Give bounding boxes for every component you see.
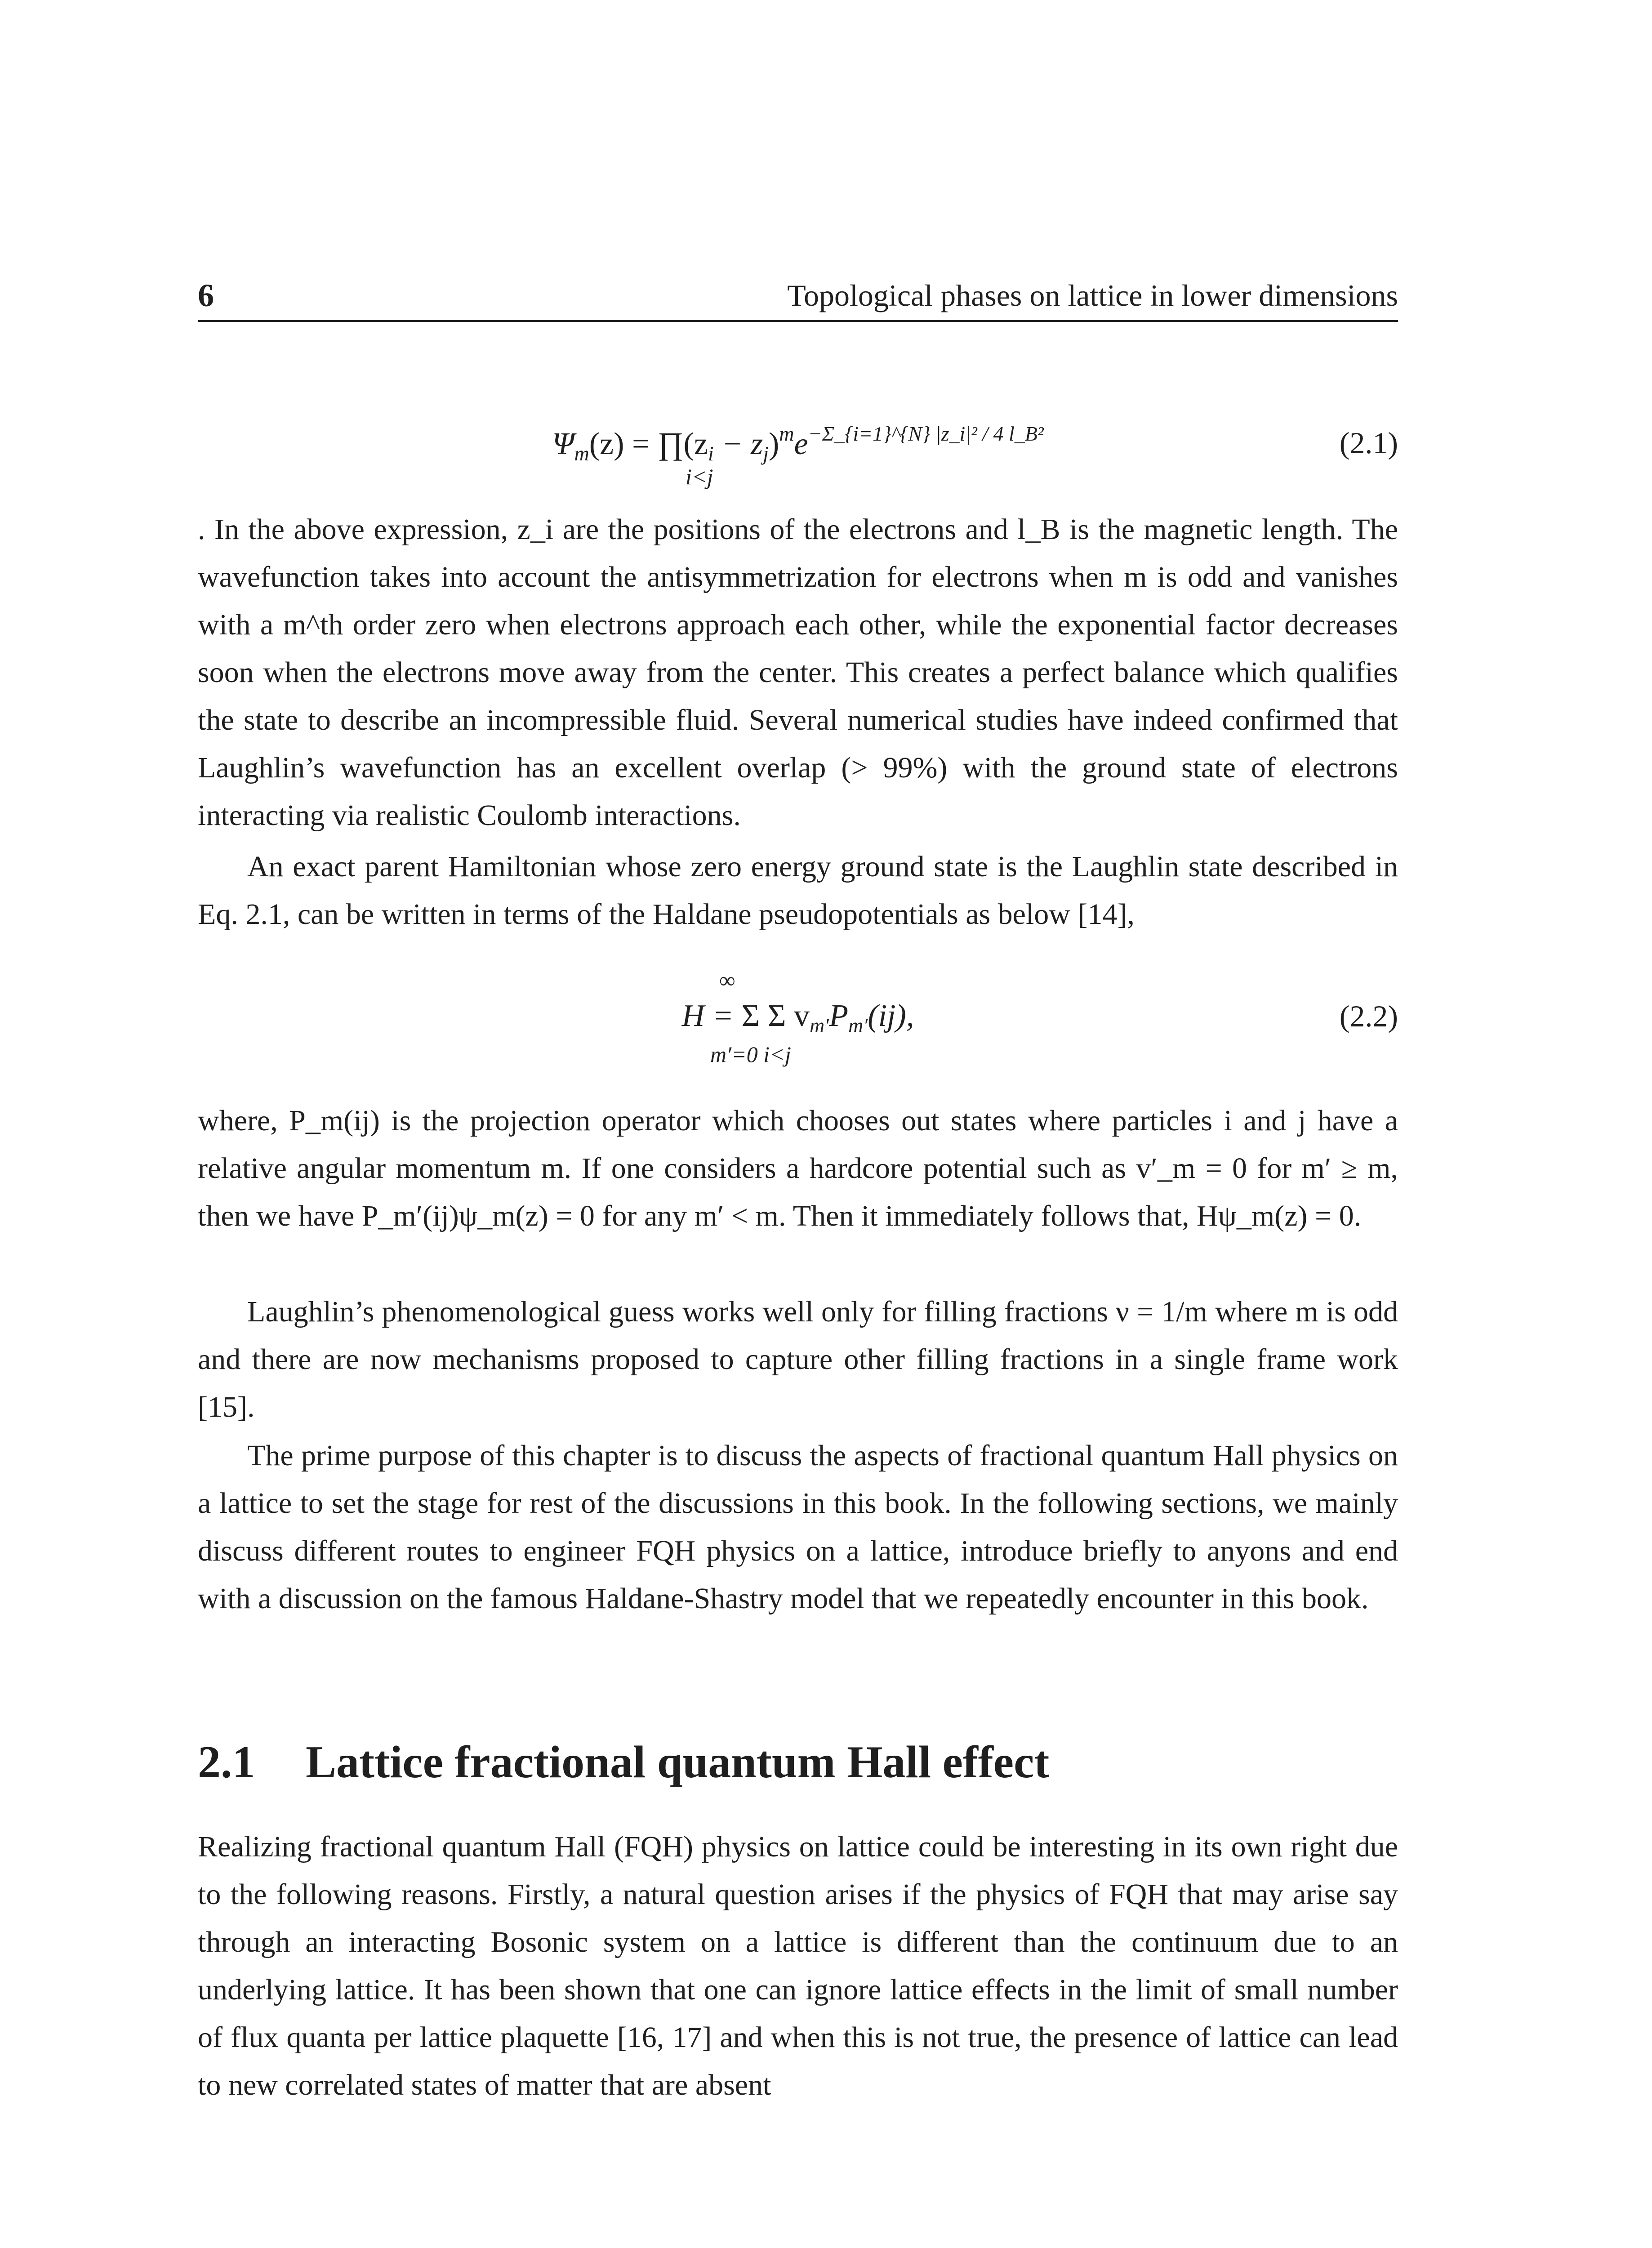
eq1-lhs-sub: m — [574, 442, 589, 465]
eq2-sum-upper: ∞ — [719, 968, 735, 993]
running-title: Topological phases on lattice in lower dimensions — [787, 278, 1398, 312]
eq2-lhs: H = — [681, 999, 742, 1033]
equation-2-2-body — [198, 996, 1398, 1046]
eq2-sum-lower: m′=0 i<j — [710, 1042, 791, 1067]
eq2-tail: (ij), — [868, 999, 914, 1033]
eq1-index-i: i — [708, 442, 714, 465]
eq2-v-sub: m′ — [809, 1014, 829, 1037]
page-number: 6 — [198, 277, 214, 313]
paragraph-3: where, P_m(ij) is the projection operator which chooses out states where particles i and j have a relative angular momentum m. If one considers a hardcore potential such as v′_m = 0 for m′ ≥ m, then we have P_m′(ij)ψ_m(z) = 0 for any m′ < m. Then it immediately follows that, Hψ_m(z) = 0. — [198, 1104, 1398, 1232]
equation-2-2 — [198, 967, 1398, 1070]
equation-2-1 — [198, 405, 1398, 508]
paragraph-4: Laughlin’s phenomenological guess works well only for filling fractions ν = 1/m where m is odd and there are now mechanisms proposed to capture other filling fractions in a single frame work [15]. — [198, 1295, 1398, 1423]
paragraph-5: The prime purpose of this chapter is to discuss the aspects of fractional quantum Hall physics on a lattice to set the stage for rest of the discussions in this book. In the following sections, we mainly discuss different routes to engineer FQH physics on a lattice, introduce briefly to anyons and end with a discussion on the famous Haldane-Shastry model that we repeatedly encounter in this book. — [198, 1439, 1398, 1615]
equation-number-2-1: (2.1) — [1339, 426, 1398, 460]
section-title: Lattice fractional quantum Hall effect — [306, 1737, 1050, 1788]
section-heading — [198, 1735, 1049, 1789]
equation-number-2-2: (2.2) — [1339, 999, 1398, 1033]
eq1-index-j: j — [763, 442, 769, 465]
eq1-minus: − z — [713, 427, 763, 461]
page — [198, 0, 1398, 2248]
eq1-product: (z) = ∏(z — [589, 427, 708, 461]
eq1-exp-base: e — [794, 427, 808, 461]
eq2-p-sub: m′ — [848, 1014, 868, 1037]
eq1-lhs: Ψ — [552, 427, 574, 461]
eq1-product-index: i<j — [686, 464, 713, 489]
paragraph-6: Realizing fractional quantum Hall (FQH) physics on lattice could be interesting in its own right due to the following reasons. Firstly, a natural question arises if the physics of FQH that may arise say through an interacting Bosonic system on a lattice is different than the continuum due to an underlying lattice. It has been shown that one can ignore lattice effects in the limit of small number of flux quanta per lattice plaquette [16, 17] and when this is not true, the presence of lattice can lead to new correlated states of matter that are absent — [198, 1830, 1398, 2101]
section-number: 2.1 — [198, 1737, 255, 1788]
eq2-projector: P — [829, 999, 848, 1033]
eq2-sums: Σ Σ v — [741, 999, 810, 1033]
eq1-power: m — [779, 422, 794, 445]
paragraph-1: . In the above expression, z_i are the positions of the electrons and l_B is the magnetic length. The wavefunction takes into account the antisymmetrization for electrons when m is odd and vanishes with a m^th order zero when electrons approach each other, while the exponential factor decreases soon when the electrons move away from the center. This creates a perfect balance which qualifies the state to describe an incompressible fluid. Several numerical studies have indeed confirmed that Laughlin’s wavefunction has an excellent overlap (> 99%) with the ground state of electrons interacting via realistic Coulomb interactions. — [198, 513, 1398, 832]
equation-2-1-body: $\Psi_m(z)$ = $\prod(z_i - z_j)^me^{-\Sigma\_\{i=1\}\^{}\{N\} |z\_i|^2 / 4 l\_B^2}$ — [552, 422, 1044, 465]
running-head — [198, 275, 1398, 322]
paragraph-2: An exact parent Hamiltonian whose zero energy ground state is the Laughlin state described in Eq. 2.1, can be written in terms of the Haldane pseudopotentials as below [14], — [198, 850, 1398, 931]
eq1-exponent: −Σ_{i=1}^{N} |z_i|² / 4 l_B² — [808, 422, 1044, 445]
